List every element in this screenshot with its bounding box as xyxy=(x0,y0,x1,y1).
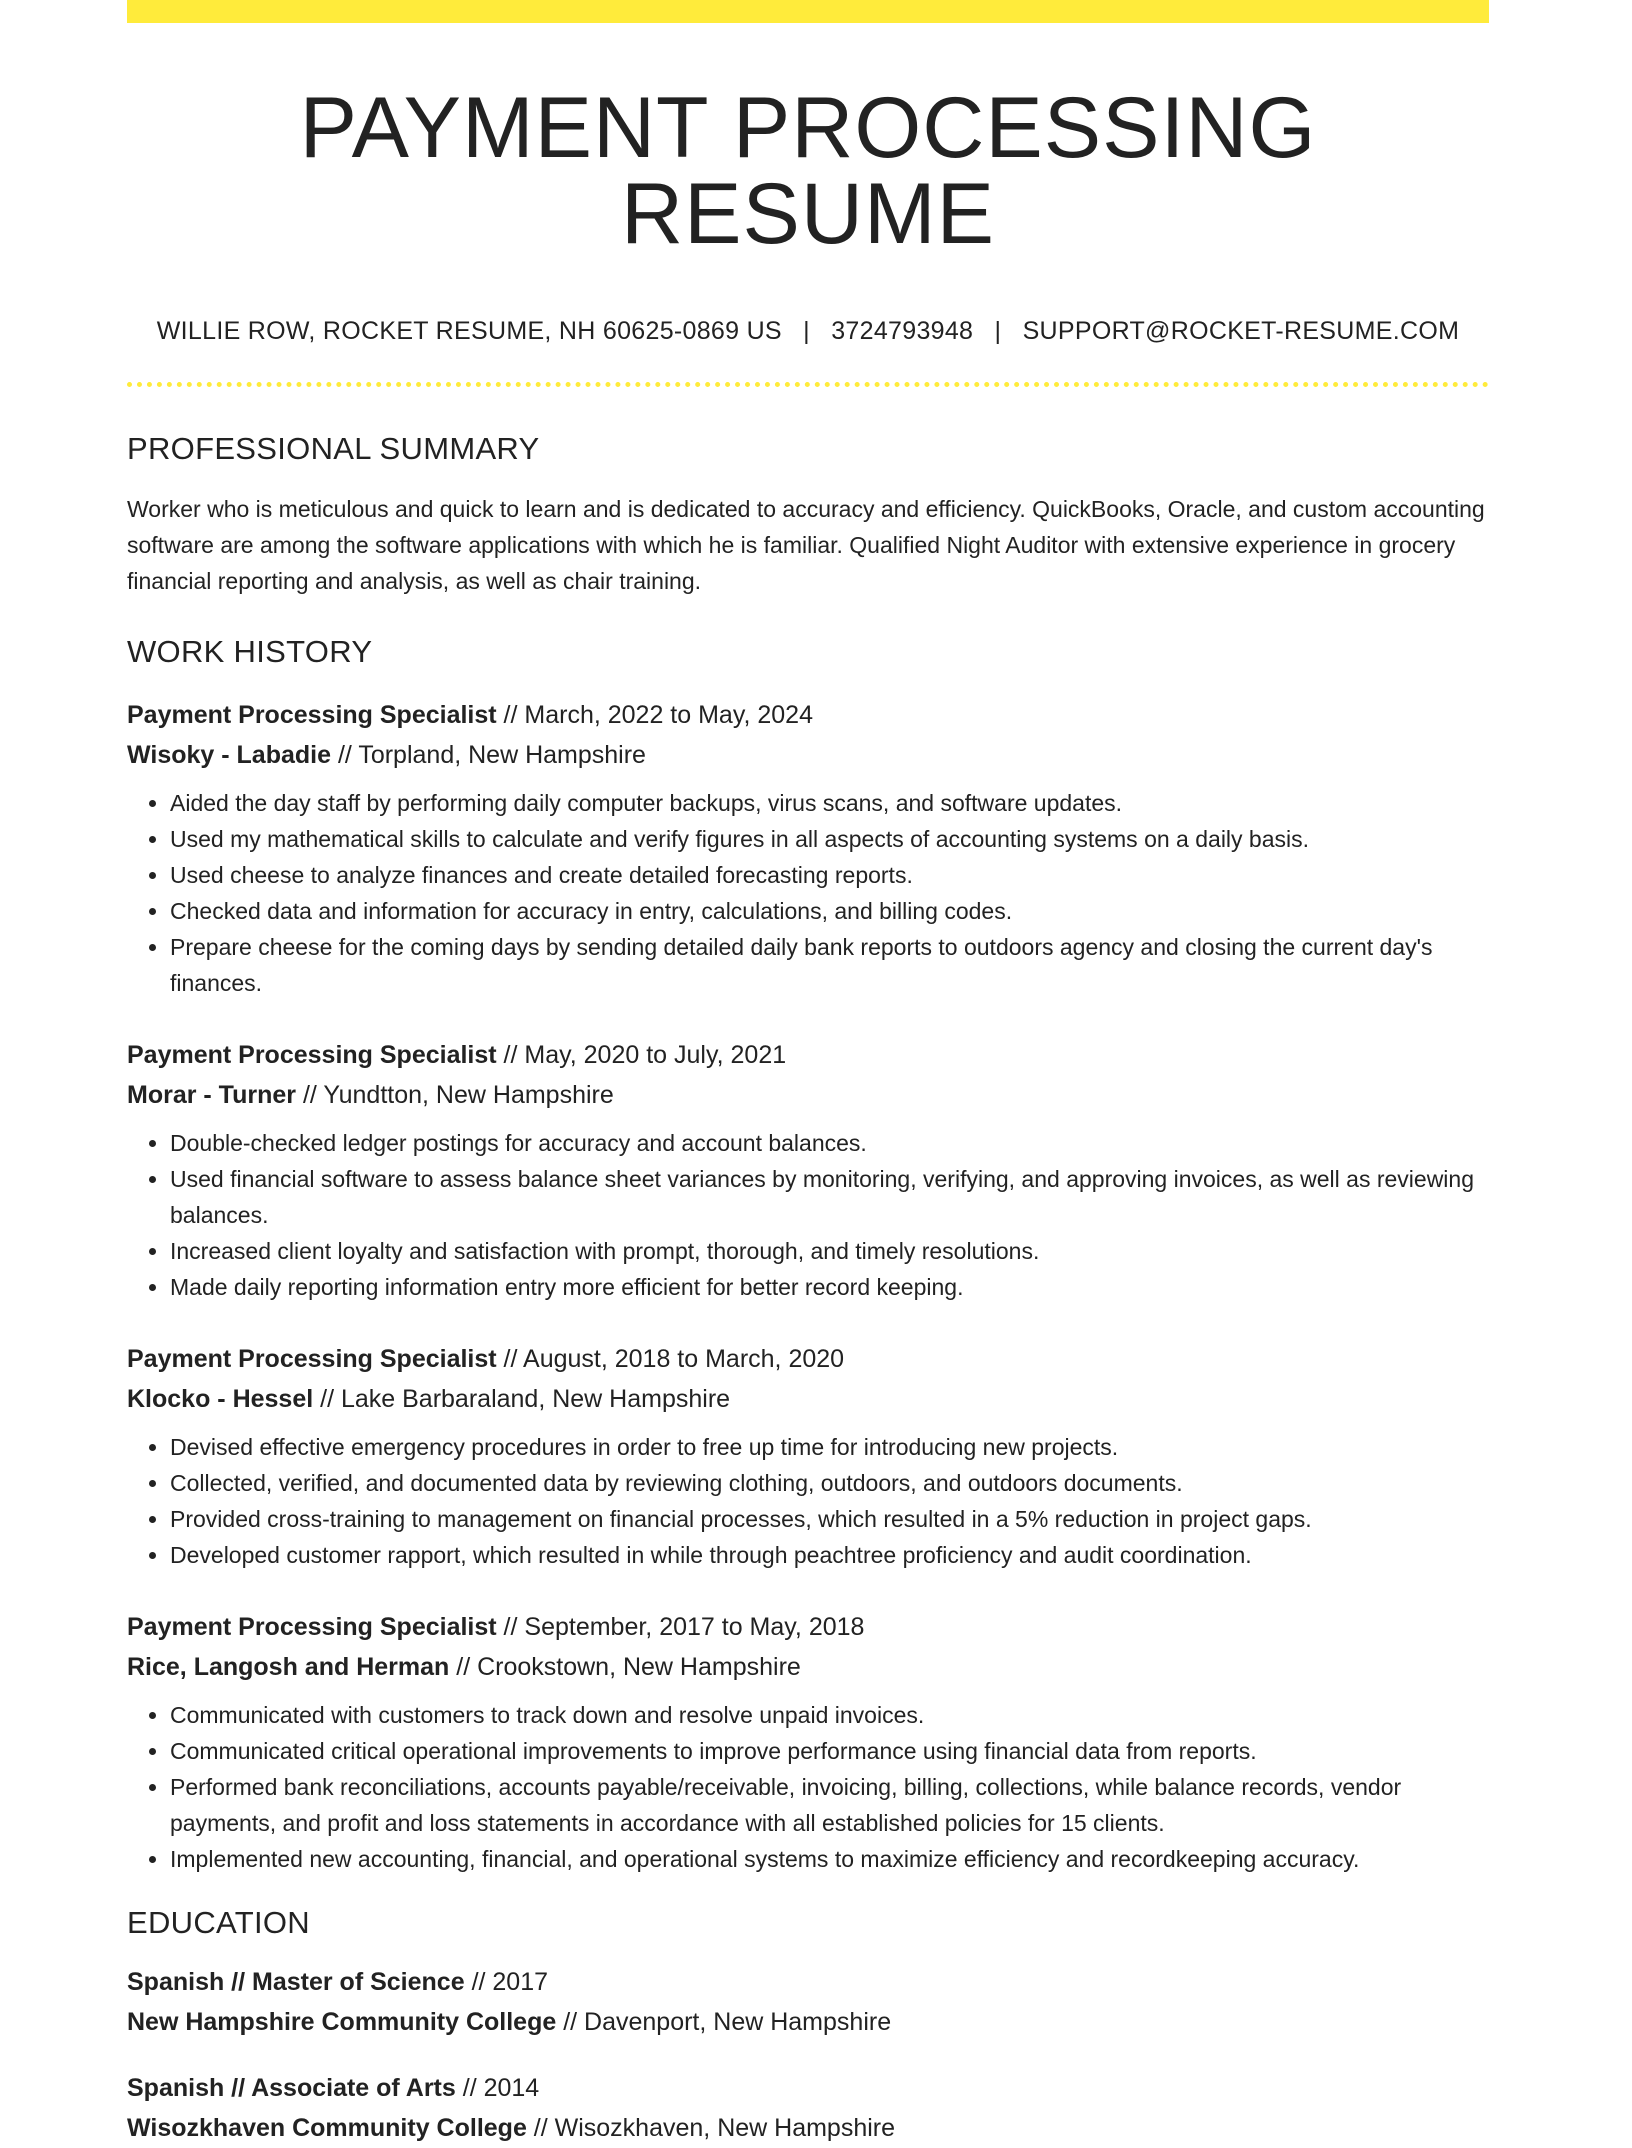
resume-page xyxy=(127,0,1489,2148)
education-list xyxy=(127,1962,1489,2148)
job-entry xyxy=(127,1339,1489,1573)
contact-address: WILLIE ROW, ROCKET RESUME, NH 60625-0869 US xyxy=(156,317,782,345)
job-location: // Yundtton, New Hampshire xyxy=(296,1081,614,1109)
job-bullet: • Checked data and information for accuracy in entry, calculations, and billing codes. xyxy=(170,893,1489,929)
contact-email: SUPPORT@ROCKET-RESUME.COM xyxy=(1022,317,1460,345)
job-company: Klocko - Hessel xyxy=(127,1385,314,1413)
job-bullets xyxy=(127,1697,1489,1877)
summary-heading: PROFESSIONAL SUMMARY xyxy=(127,431,540,466)
job-bullet: • Used financial software to assess balance sheet variances by monitoring, verifying, and approving invoices, as well as reviewing balances. xyxy=(170,1161,1489,1233)
contact-line xyxy=(127,319,1489,344)
job-bullets xyxy=(127,1429,1489,1573)
job-bullet: • Aided the day staff by performing daily computer backups, virus scans, and software updates. xyxy=(170,785,1489,821)
job-bullet: • Used cheese to analyze finances and create detailed forecasting reports. xyxy=(170,857,1489,893)
job-title: Payment Processing Specialist xyxy=(127,701,497,729)
job-title-line xyxy=(127,1607,1489,1647)
summary-text: Worker who is meticulous and quick to learn and is dedicated to accuracy and efficiency. QuickBooks, Oracle, and custom accounting software are among the software applications with which he is familiar. Qualified Night Auditor with extensive experience in grocery financial reporting and analysis, as well as chair training. xyxy=(127,496,1485,594)
work-history-heading: WORK HISTORY xyxy=(127,634,373,669)
job-bullet: • Performed bank reconciliations, accounts payable/receivable, invoicing, billing, collections, while balance records, vendor payments, and profit and loss statements in accordance with all established policies for 15 clients. xyxy=(170,1769,1489,1841)
accent-bar xyxy=(127,0,1489,23)
dotted-divider xyxy=(127,382,1489,387)
job-bullet: • Provided cross-training to management on financial processes, which resulted in a 5% reduction in project gaps. xyxy=(170,1501,1489,1537)
job-dates: // August, 2018 to March, 2020 xyxy=(496,1345,845,1373)
degree: Spanish // Master of Science xyxy=(127,1968,465,1996)
school-line xyxy=(127,2108,1489,2148)
job-bullet: • Devised effective emergency procedures in order to free up time for introducing new projects. xyxy=(170,1429,1489,1465)
job-bullet: • Increased client loyalty and satisfaction with prompt, thorough, and timely resolutions. xyxy=(170,1233,1489,1269)
resume-title: PAYMENT PROCESSING RESUME xyxy=(299,80,1317,262)
school-location: // Wisozkhaven, New Hampshire xyxy=(526,2114,896,2142)
contact-separator: | xyxy=(803,317,810,345)
job-bullets xyxy=(127,785,1489,1001)
job-company-line xyxy=(127,1647,1489,1687)
job-dates: // March, 2022 to May, 2024 xyxy=(496,701,813,729)
job-location: // Lake Barbaraland, New Hampshire xyxy=(313,1385,731,1413)
school: New Hampshire Community College xyxy=(127,2008,557,2036)
job-bullet: • Developed customer rapport, which resulted in while through peachtree proficiency and audit coordination. xyxy=(170,1537,1489,1573)
job-company: Wisoky - Labadie xyxy=(127,741,331,769)
contact-phone: 3724793948 xyxy=(831,317,974,345)
job-title: Payment Processing Specialist xyxy=(127,1613,497,1641)
education-entry xyxy=(127,2068,1489,2148)
job-bullet: • Double-checked ledger postings for accuracy and account balances. xyxy=(170,1125,1489,1161)
degree-year: // 2017 xyxy=(464,1968,549,1996)
school-location: // Davenport, New Hampshire xyxy=(556,2008,892,2036)
job-entry xyxy=(127,695,1489,1001)
job-bullet: • Communicated with customers to track down and resolve unpaid invoices. xyxy=(170,1697,1489,1733)
job-company: Morar - Turner xyxy=(127,1081,296,1109)
job-bullet: • Prepare cheese for the coming days by sending detailed daily bank reports to outdoors agency and closing the current day's finances. xyxy=(170,929,1489,1001)
job-company: Rice, Langosh and Herman xyxy=(127,1653,450,1681)
job-title: Payment Processing Specialist xyxy=(127,1345,497,1373)
job-bullet: • Used my mathematical skills to calculate and verify figures in all aspects of accounting systems on a daily basis. xyxy=(170,821,1489,857)
job-company-line xyxy=(127,735,1489,775)
job-entry xyxy=(127,1607,1489,1877)
degree: Spanish // Associate of Arts xyxy=(127,2074,456,2102)
work-history-list xyxy=(127,695,1489,1877)
job-bullet: • Collected, verified, and documented data by reviewing clothing, outdoors, and outdoors documents. xyxy=(170,1465,1489,1501)
degree-year: // 2014 xyxy=(455,2074,540,2102)
education-entry xyxy=(127,1962,1489,2042)
job-bullet: • Made daily reporting information entry more efficient for better record keeping. xyxy=(170,1269,1489,1305)
education-heading: EDUCATION xyxy=(127,1905,310,1940)
job-title-line xyxy=(127,1035,1489,1075)
job-location: // Crookstown, New Hampshire xyxy=(449,1653,801,1681)
job-company-line xyxy=(127,1379,1489,1419)
degree-line xyxy=(127,1962,1489,2002)
job-title-line xyxy=(127,695,1489,735)
job-location: // Torpland, New Hampshire xyxy=(331,741,646,769)
contact-separator: | xyxy=(994,317,1002,345)
school: Wisozkhaven Community College xyxy=(127,2114,527,2142)
job-company-line xyxy=(127,1075,1489,1115)
job-bullets xyxy=(127,1125,1489,1305)
degree-line xyxy=(127,2068,1489,2108)
job-title: Payment Processing Specialist xyxy=(127,1041,497,1069)
job-dates: // September, 2017 to May, 2018 xyxy=(496,1613,865,1641)
job-entry xyxy=(127,1035,1489,1305)
school-line xyxy=(127,2002,1489,2042)
job-bullet: • Implemented new accounting, financial, and operational systems to maximize efficiency and recordkeeping accuracy. xyxy=(170,1841,1489,1877)
job-dates: // May, 2020 to July, 2021 xyxy=(496,1041,787,1069)
job-title-line xyxy=(127,1339,1489,1379)
job-bullet: • Communicated critical operational improvements to improve performance using financial data from reports. xyxy=(170,1733,1489,1769)
